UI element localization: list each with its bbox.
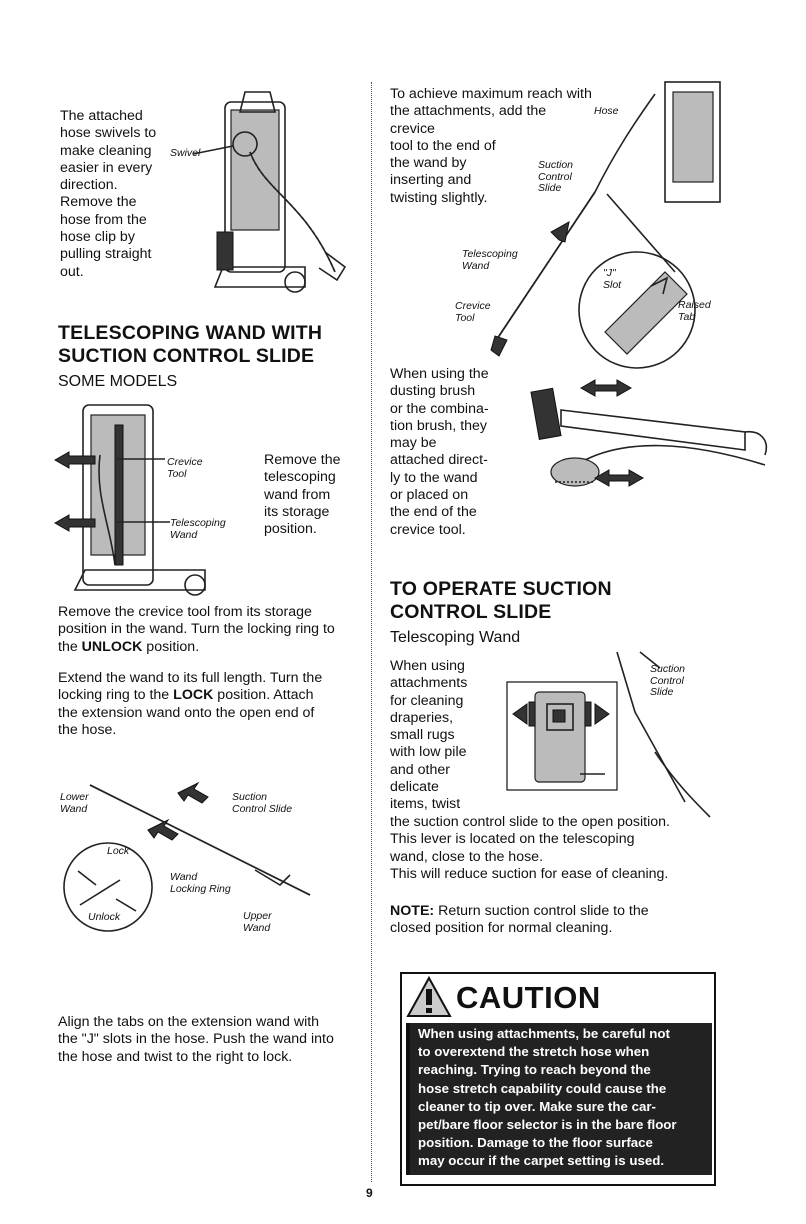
crevice-tool-label: Crevice Tool xyxy=(167,456,203,480)
text-line: cleaner to tip over. Make sure the car- xyxy=(418,1098,656,1114)
crevice-removal-paragraph xyxy=(58,604,358,656)
raised-tab-label: Raised Tab xyxy=(678,299,711,323)
text-line: easier in every xyxy=(60,159,153,176)
text-line: tool to the end of xyxy=(390,137,496,154)
lock-label: Lock xyxy=(107,845,130,857)
upper-wand-label: Upper Wand xyxy=(243,910,272,934)
text-line: the hose. xyxy=(58,721,117,738)
remove-wand-text xyxy=(264,452,364,538)
text-line: to overextend the stretch hose when xyxy=(418,1044,650,1060)
text-line: pulling straight xyxy=(60,246,152,263)
text-line: This will reduce suction for ease of cleaning. xyxy=(390,865,669,882)
text-line: hose stretch capability could cause the xyxy=(418,1080,667,1096)
text-line: hose from the xyxy=(60,211,147,228)
text-line: closed position for normal cleaning. xyxy=(390,920,613,937)
text-line: out. xyxy=(60,263,84,280)
text-line: the extension wand onto the open end of xyxy=(58,704,315,721)
telescoping-wand-label: Telescoping Wand xyxy=(170,517,226,541)
wand-storage-illustration xyxy=(55,395,245,595)
text-line: and other xyxy=(390,761,450,778)
text-line: telescoping xyxy=(264,469,336,486)
text-line: or placed on xyxy=(390,487,469,504)
text-line: dusting brush xyxy=(390,383,476,400)
text-line: the wand by xyxy=(390,155,467,172)
section-heading-telescoping xyxy=(58,322,322,368)
j-slot-label: "J" Slot xyxy=(603,267,622,291)
text-line: When using the xyxy=(390,366,489,382)
subheading-telescoping-wand: Telescoping Wand xyxy=(390,629,521,646)
text-line: wand, close to the hose. xyxy=(390,848,544,865)
text-line: may occur if the carpet setting is used. xyxy=(418,1153,665,1169)
text-line: small rugs xyxy=(390,727,455,744)
text-line: attached direct- xyxy=(390,452,488,469)
text-line: Remove the xyxy=(60,194,137,211)
column-divider xyxy=(371,82,372,1182)
text-line: for cleaning xyxy=(390,692,464,709)
suction-control-slide-label: Suction Control Slide xyxy=(538,159,574,194)
text-line: crevice tool. xyxy=(390,521,466,538)
text-line: the "J" slots in the hose. Push the wand into xyxy=(58,1031,334,1048)
brush-attachment-illustration xyxy=(525,370,795,500)
text-line: locking ring to the LOCK position. Attach xyxy=(58,687,314,704)
when-using-text xyxy=(390,658,500,814)
intro-text xyxy=(60,108,210,281)
page-number: 9 xyxy=(366,1186,373,1200)
subheading-some-models: SOME MODELS xyxy=(58,373,178,390)
text-line: inserting and xyxy=(390,172,472,189)
text-line: items, twist xyxy=(390,796,461,813)
text-line: hose swivels to xyxy=(60,125,157,142)
text-line: make cleaning xyxy=(60,142,152,159)
text-line: draperies, xyxy=(390,709,454,726)
text-line: the hose and twist to the right to lock. xyxy=(58,1048,293,1065)
lower-wand-label: Lower Wand xyxy=(60,791,89,815)
heading-line: SUCTION CONTROL SLIDE xyxy=(58,345,315,367)
text-line: the suction control slide to the open position. xyxy=(390,814,670,830)
text-line: with low pile xyxy=(390,744,467,761)
text-line: attachments xyxy=(390,675,468,692)
telescoping-wand-label: Telescoping Wand xyxy=(462,248,518,272)
crevice-tool-label: Crevice Tool xyxy=(455,300,491,324)
text-line: the attachments, add the xyxy=(390,103,547,120)
text-line: When using xyxy=(390,658,465,674)
text-line: position. xyxy=(264,521,317,538)
vacuum-swivel-illustration xyxy=(195,82,355,297)
twist-slide-text xyxy=(390,814,720,883)
text-line: pet/bare floor selector is in the bare floor xyxy=(418,1117,677,1133)
text-line: tion brush, they xyxy=(390,417,488,434)
text-line: Remove the crevice tool from its storage xyxy=(58,604,312,620)
text-line: The attached xyxy=(60,108,143,124)
text-line: position. Damage to the floor surface xyxy=(418,1135,653,1151)
text-line: position in the wand. Turn the locking ring to xyxy=(58,621,335,638)
text-line: This lever is located on the telescoping xyxy=(390,831,635,848)
dusting-brush-text xyxy=(390,366,520,539)
section-heading-operate xyxy=(390,578,612,624)
swivel-label: Swivel xyxy=(170,147,201,159)
text-line: or the combina- xyxy=(390,400,489,417)
caution-title: CAUTION xyxy=(456,980,601,1015)
hose-label: Hose xyxy=(594,105,619,117)
heading-line: CONTROL SLIDE xyxy=(390,601,552,623)
text-line: NOTE: Return suction control slide to the xyxy=(390,903,649,919)
text-line: may be xyxy=(390,435,437,452)
unlock-label: Unlock xyxy=(88,911,121,923)
text-line: Remove the xyxy=(264,452,341,468)
text-line: the UNLOCK position. xyxy=(58,638,200,655)
text-line: ly to the wand xyxy=(390,469,478,486)
note-text xyxy=(390,903,720,938)
caution-text xyxy=(418,1025,708,1171)
text-line: Extend the wand to its full length. Turn the xyxy=(58,670,323,686)
text-line: To achieve maximum reach with xyxy=(390,86,592,102)
text-line: When using attachments, be careful not xyxy=(418,1026,670,1041)
wand-locking-ring-label: Wand Locking Ring xyxy=(170,871,231,895)
text-line: hose clip by xyxy=(60,229,135,246)
text-line: the end of the xyxy=(390,504,477,521)
warning-triangle-icon xyxy=(406,976,452,1018)
suction-control-slide-label: Suction Control Slide xyxy=(650,663,686,698)
align-tabs-paragraph xyxy=(58,1014,358,1066)
text-line: its storage xyxy=(264,503,330,520)
text-line: wand from xyxy=(264,486,331,503)
extend-wand-paragraph xyxy=(58,670,358,739)
suction-control-slide-label: Suction Control Slide xyxy=(232,791,293,815)
text-line: reaching. Trying to reach beyond the xyxy=(418,1062,651,1078)
text-line: twisting slightly. xyxy=(390,189,488,206)
heading-line: TO OPERATE SUCTION xyxy=(390,578,612,600)
text-line: delicate xyxy=(390,779,439,796)
text-line: direction. xyxy=(60,177,118,194)
text-line: Align the tabs on the extension wand with xyxy=(58,1014,320,1030)
heading-line: TELESCOPING WAND WITH xyxy=(58,322,323,344)
text-line: crevice xyxy=(390,120,435,137)
